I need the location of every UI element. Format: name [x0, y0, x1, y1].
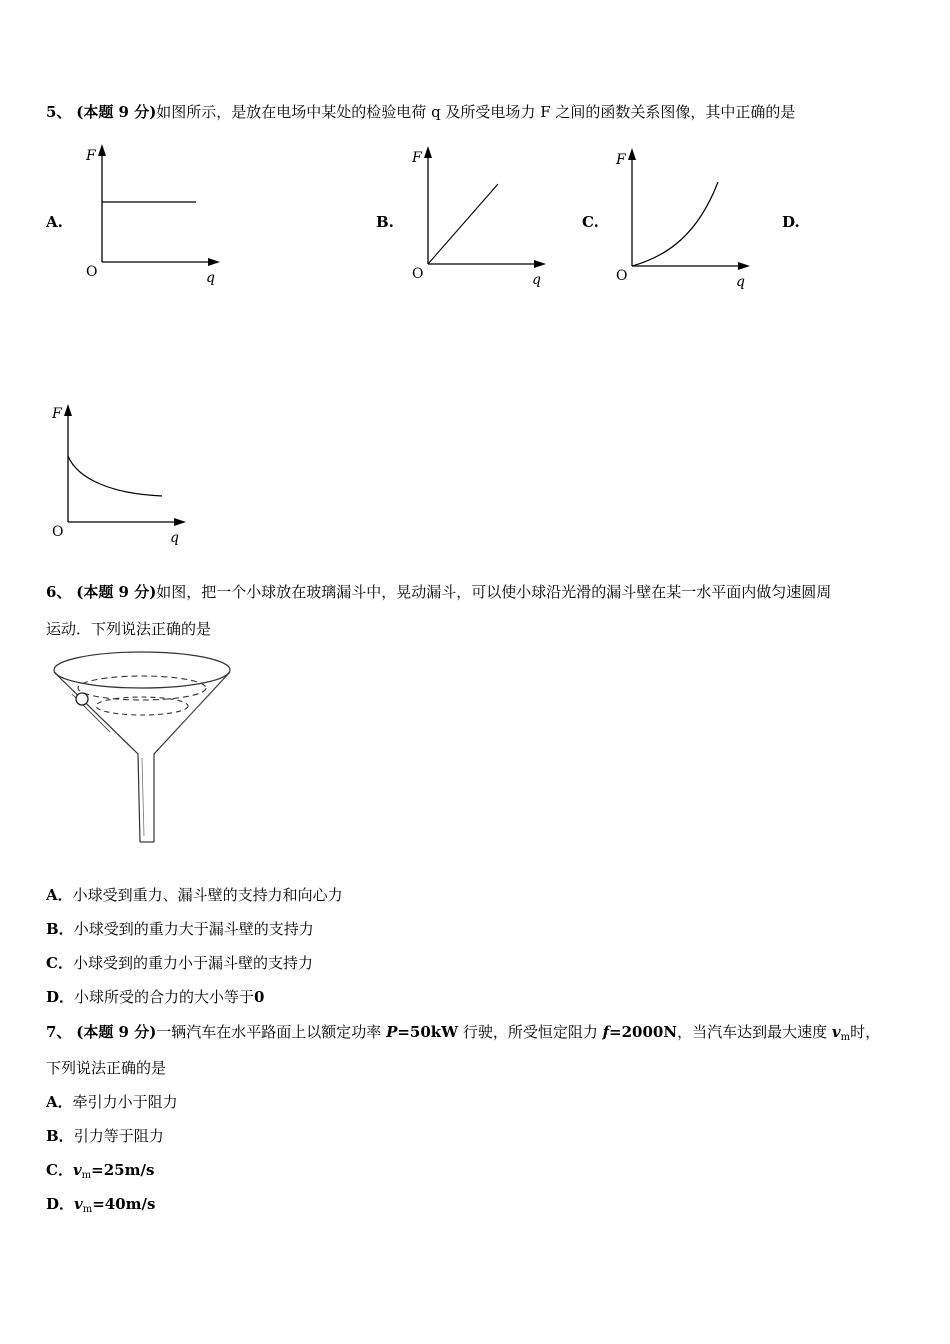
q7-number: 7、 [46, 1023, 72, 1041]
q5-graph-a [78, 140, 228, 290]
q7-option-d-sub: m [82, 1204, 93, 1215]
q5-text: 如图所示，是放在电场中某处的检验电荷 q 及所受电场力 F 之间的函数关系图像，其中正确的是 [156, 103, 796, 121]
q7-p-val: =50kW [397, 1023, 459, 1041]
q7-option-c-sub: m [81, 1170, 92, 1181]
q6-option-c[interactable] [46, 953, 313, 973]
q7-option-c-letter: C． [46, 1161, 73, 1179]
q5-graph-d-origin: O [52, 524, 64, 540]
q7-p-var: P [386, 1023, 398, 1041]
q7-option-b-text: 引力等于阻力 [73, 1127, 164, 1145]
q7-stem-line2: 下列说法正确的是 [46, 1059, 167, 1077]
q5-graph-a-x-label: q [206, 270, 215, 286]
q5-graph-c-curve [632, 182, 718, 266]
q5-stem [46, 102, 795, 122]
q5-graph-a-origin: O [86, 264, 98, 280]
q6-number: 6、 [46, 583, 72, 601]
q5-option-b-label: B. [376, 213, 394, 231]
q7-option-a-letter: A． [46, 1093, 73, 1111]
q5-option-d-label: D. [782, 213, 800, 231]
q5-graph-d [44, 400, 194, 550]
q7-v-sub: m [840, 1032, 851, 1043]
q6-option-a[interactable] [46, 885, 343, 905]
q7-stem-line1 [46, 1022, 880, 1048]
q6-text-line1: 如图，把一个小球放在玻璃漏斗中，晃动漏斗，可以使小球沿光滑的漏斗壁在某一水平面内做匀速圆周 [156, 583, 832, 601]
q7-option-d-letter: D． [46, 1195, 75, 1213]
q7-option-c[interactable] [46, 1160, 154, 1186]
q6-option-c-text: 小球受到的重力小于漏斗壁的支持力 [72, 954, 313, 972]
q6-option-a-text: 小球受到重力、漏斗壁的支持力和向心力 [72, 886, 343, 904]
q5-graph-d-x-label: q [170, 530, 179, 546]
q6-option-b[interactable] [46, 919, 314, 939]
q6-option-d-letter: D． [46, 988, 75, 1006]
q5-graph-c-y-label: F [616, 152, 626, 168]
q7-option-a[interactable] [46, 1092, 178, 1112]
q7-option-b-letter: B． [46, 1127, 74, 1145]
q5-graph-a-y-label: F [86, 148, 96, 164]
q5-graph-b [404, 142, 554, 292]
q6-option-d-value: 0 [254, 988, 265, 1006]
q7-f-var: f [602, 1023, 610, 1041]
q6-meta: (本题 9 分) [76, 583, 157, 601]
q7-option-a-text: 牵引力小于阻力 [72, 1093, 178, 1111]
q7-v-var: v [831, 1023, 841, 1041]
q7-option-c-val: =25m/s [91, 1161, 155, 1179]
q5-option-a-label: A. [46, 213, 63, 231]
q6-option-c-letter: C． [46, 954, 73, 972]
q5-graph-d-y-label: F [52, 406, 62, 422]
q6-stem-line1 [46, 582, 831, 602]
q6-stem-line2: 运动．下列说法正确的是 [46, 620, 212, 638]
q5-graph-b-x-label: q [532, 272, 541, 288]
q5-number: 5、 [46, 103, 72, 121]
q7-option-d[interactable] [46, 1194, 155, 1220]
q5-graph-b-curve [428, 184, 498, 264]
q5-graph-b-origin: O [412, 266, 424, 282]
q7-option-d-val: =40m/s [92, 1195, 156, 1213]
q5-graph-c [608, 144, 758, 294]
q5-graph-c-origin: O [616, 268, 628, 284]
q7-meta: (本题 9 分) [76, 1023, 157, 1041]
q7-f-val: =2000N [609, 1023, 678, 1041]
q6-option-b-text: 小球受到的重力大于漏斗壁的支持力 [73, 920, 314, 938]
q7-option-d-var: v [74, 1195, 83, 1213]
q5-graph-d-curve [68, 456, 162, 496]
q7-option-b[interactable] [46, 1126, 164, 1146]
q5-option-c-label: C. [582, 213, 599, 231]
q5-graph-c-x-label: q [736, 274, 745, 290]
q7-text-b: 行驶，所受恒定阻力 [458, 1023, 603, 1041]
q6-funnel-diagram [50, 646, 240, 851]
q7-text-a: 一辆汽车在水平路面上以额定功率 [156, 1023, 387, 1041]
q6-option-b-letter: B． [46, 920, 74, 938]
q7-text-c: ，当汽车达到最大速度 [677, 1023, 832, 1041]
q7-text-d: 时， [850, 1023, 881, 1041]
q5-graph-b-y-label: F [412, 150, 422, 166]
q6-option-a-letter: A． [46, 886, 73, 904]
q5-meta: (本题 9 分) [76, 103, 157, 121]
q6-option-d-text: 小球所受的合力的大小等于 [74, 988, 255, 1006]
q6-ball [76, 693, 88, 705]
q6-option-d[interactable] [46, 987, 264, 1007]
q7-option-c-var: v [72, 1161, 82, 1179]
